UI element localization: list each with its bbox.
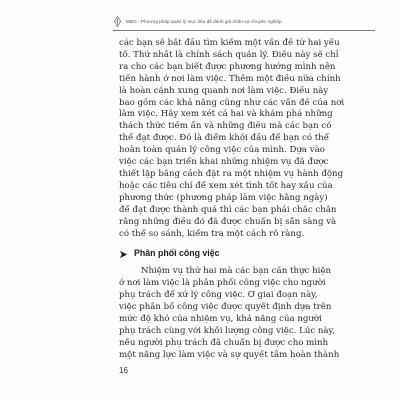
text-line: tiến hành ở nơi làm việc. Thêm một điều nữa chính [119, 73, 341, 84]
text-line: một năng lực làm việc và sự quyết tâm hoàn thành [119, 349, 340, 360]
text-line: Nhiệm vụ thứ hai mà các bạn cần thực hiện [141, 266, 331, 277]
text-line: rằng những điều đó đã được chuẩn bị sẵn sàng và [119, 216, 337, 227]
header-divider [113, 30, 375, 31]
page-number: 16 [119, 366, 128, 375]
paragraph [119, 266, 376, 361]
paragraph [119, 38, 376, 240]
text-line: nếu người phụ trách đã chuẩn bị được cho mình [119, 337, 329, 348]
text-line: tố. Thứ nhất là chính sách quản lý. Điều này sẽ chỉ [119, 49, 339, 60]
text-line: phụ trách để xử lý công việc. Ở giai đoạn này, [119, 290, 318, 301]
text-line: có thể so sánh, kiểm tra một cách rõ ràng. [119, 228, 305, 239]
arrow-bullet-icon [119, 250, 128, 259]
running-header [113, 14, 373, 28]
text-line: hoặc các tiêu chí để xem xét tình tốt hay xấu của [119, 180, 333, 191]
body-text [119, 38, 376, 362]
text-line: là hoàn cảnh xung quanh nơi làm việc. Điều này [119, 85, 329, 96]
text-line: làm việc. Hãy xem xét cả hai và khám phá những [119, 109, 333, 120]
text-line: để đạt được thành quả thì các bạn phải chắc chắn [119, 204, 337, 215]
text-line: ở nơi làm việc là phân phối công việc cho người [119, 278, 326, 289]
running-header-title: MBO - Phương pháp quản lý mục tiêu để đánh giá nhân sự chuyên nghiệp [126, 18, 282, 24]
section-paragraph-group [119, 266, 376, 361]
pen-nib-logo-icon [113, 16, 122, 27]
paragraph-group [119, 38, 376, 240]
text-line: ra cho các bạn biết được phương hướng mình nên [119, 61, 336, 72]
text-line: hoàn toàn quản lý công việc của mình. Dựa vào [119, 145, 325, 156]
text-line: phụ trách cùng với khối lượng công việc. Lúc này, [119, 325, 336, 336]
section-heading [119, 248, 376, 260]
text-line: việc phân bổ công việc được quyết định dựa trên [119, 302, 332, 313]
text-line: thể đạt được. Đó là điểm khởi đầu để bạn có thể [119, 133, 330, 144]
text-line: việc các bạn triển khai những nhiệm vụ đã được [119, 157, 329, 168]
text-line: bao gồm các khả năng cũng như các vấn đề của nơi [119, 97, 345, 108]
section-title: Phân phối công việc [134, 248, 220, 259]
text-line: mức độ khó của nhiệm vụ, khả năng của người [119, 314, 322, 325]
text-line: thách thức tiềm ẩn và những điều mà các bạn có [119, 121, 332, 132]
text-line: các bạn sẽ bắt đầu tìm kiếm một vấn đề từ hai yếu [119, 38, 340, 48]
text-line: thiết lập bằng cách đặt ra một nhiệm vụ hành động [119, 168, 344, 179]
text-line: phương thức (phương pháp làm việc hằng ngày) [119, 192, 328, 203]
